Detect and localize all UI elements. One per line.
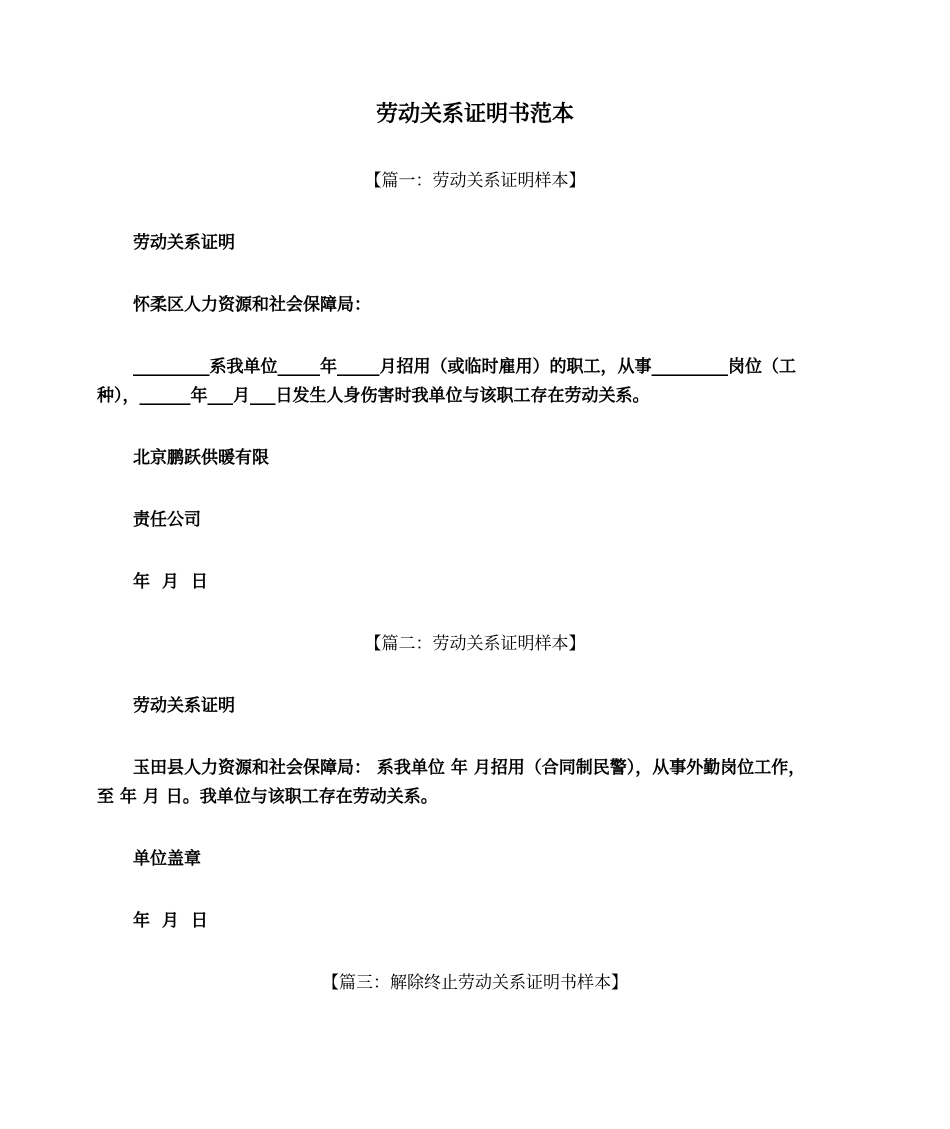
- document-title: 劳动关系证明书范本: [375, 102, 574, 127]
- section1-body-line2: 种），______年___月___日发生人身伤害时我单位与该职工存在劳动关系。: [97, 386, 650, 406]
- section1-body-line1: _________系我单位_____年_____月招用（或临时雇用）的职工，从事_________岗位（工: [133, 357, 796, 377]
- section1-doc-title: 劳动关系证明: [133, 233, 235, 253]
- section1-heading: 【篇一：劳动关系证明样本】: [364, 171, 586, 191]
- section2-heading: 【篇二：劳动关系证明样本】: [364, 634, 586, 654]
- section1-addressee: 怀柔区人力资源和社会保障局：: [133, 295, 371, 315]
- section2-body-line2: 至 年 月 日。我单位与该职工存在劳动关系。: [97, 787, 438, 807]
- section3-heading: 【篇三：解除终止劳动关系证明书样本】: [322, 973, 628, 993]
- section2-body-line1: 玉田县人力资源和社会保障局： 系我单位 年 月招用（合同制民警），从事外勤岗位工作，: [133, 758, 806, 778]
- section2-date: 年 月 日: [133, 911, 208, 931]
- section2-seal: 单位盖章: [133, 849, 201, 869]
- section2-doc-title: 劳动关系证明: [133, 696, 235, 716]
- section1-company-line1: 北京鹏跃供暖有限: [133, 448, 269, 468]
- section1-company-line2: 责任公司: [133, 510, 201, 530]
- section1-date: 年 月 日: [133, 572, 208, 592]
